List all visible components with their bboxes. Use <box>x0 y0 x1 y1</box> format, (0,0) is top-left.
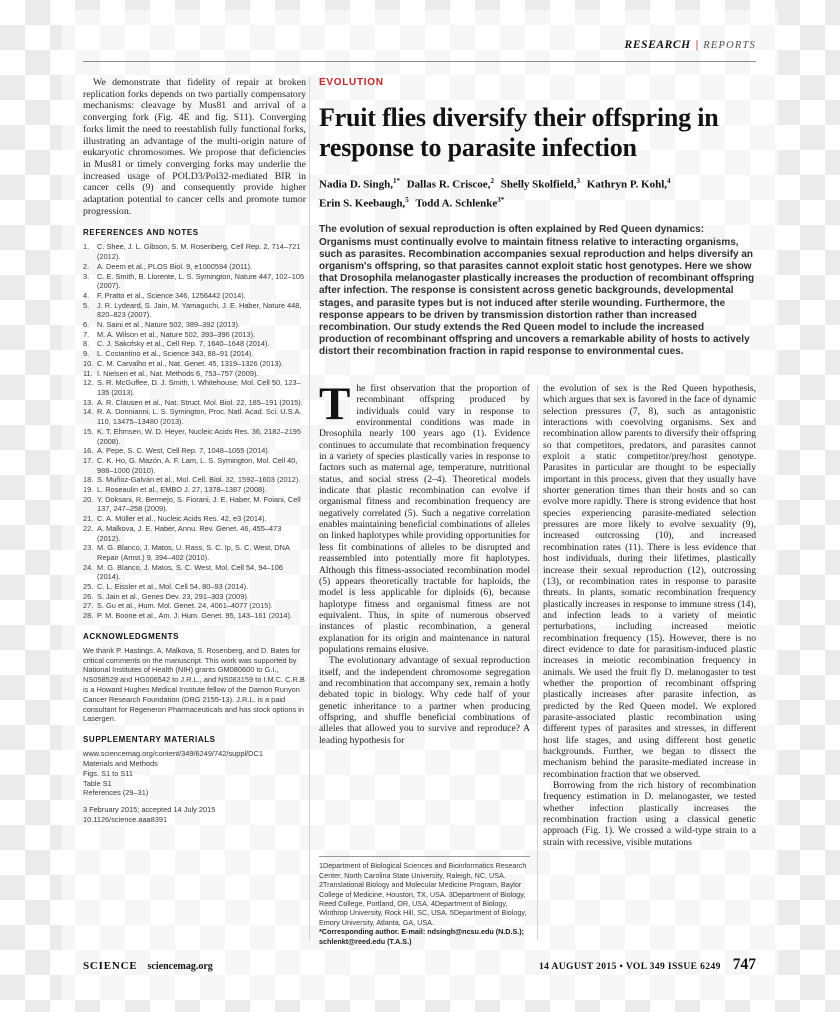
reference-number: 28. <box>83 611 94 621</box>
reference-item <box>83 349 306 359</box>
running-head <box>83 39 756 51</box>
title-line-2: response to parasite infection <box>319 133 637 162</box>
reference-number: 6. <box>83 320 90 330</box>
reference-item <box>83 242 306 261</box>
reference-number: 24. <box>83 562 94 572</box>
reference-text: S. Gu et al., Hum. Mol. Genet. 24, 4061–4077 (2015). <box>97 601 273 611</box>
reference-text: A. Pepe, S. C. West, Cell Rep. 7, 1048–1055 (2014). <box>97 446 270 456</box>
references-list <box>83 242 306 620</box>
reference-number: 5. <box>83 300 90 310</box>
reference-item <box>83 601 306 611</box>
supplementary-line: References (29–31) <box>83 788 149 798</box>
reference-number: 9. <box>83 349 90 359</box>
reference-number: 16. <box>83 446 94 456</box>
reference-item <box>83 582 306 592</box>
supplementary-line: www.sciencemag.org/content/349/6249/742/suppl/DC1 <box>83 749 263 759</box>
reference-number: 18. <box>83 475 94 485</box>
author-list <box>319 174 757 211</box>
title-line-1: Fruit flies diversify their offspring in <box>319 103 719 132</box>
reference-number: 23. <box>83 543 94 553</box>
reference-number: 19. <box>83 485 94 495</box>
reference-item <box>83 359 306 369</box>
reference-text: M. A. Wilson et al., Nature 502, 393–396 (2013). <box>97 329 256 339</box>
reference-text: C. L. Eissler et al., Mol. Cell 54, 80–93 (2014). <box>97 582 249 592</box>
reference-number: 10. <box>83 358 94 368</box>
reference-text: C. E. Smith, B. Llorente, L. S. Symington, Nature 447, 102–105 (2007). <box>97 271 305 291</box>
submission-dates <box>83 805 306 825</box>
reference-text: N. Saini et al., Nature 502, 389–392 (2013). <box>97 320 240 330</box>
paragraph: Borrowing from the rich history of recombination frequency estimation in D. melanogaster, we tested whether infection plastically increases the recombination fraction using a classical genetic approach (Fig. 1). We crossed a wild-type strain to a strain with recessive, visible mutations <box>543 780 756 848</box>
author-affiliation-mark: 1* <box>392 177 400 185</box>
reference-item <box>83 427 306 446</box>
references-heading: REFERENCES AND NOTES <box>83 228 199 238</box>
author-affiliation-mark: 4 <box>667 177 671 185</box>
acknowledgments-heading: ACKNOWLEDGMENTS <box>83 631 180 641</box>
reference-item <box>83 475 306 485</box>
reference-text: C. A. Müller et al., Nucleic Acids Res. 42, e3 (2014). <box>97 514 267 524</box>
paragraph-text: he first observation that the proportion of recombinant offspring produced by individuals could vary in response to environmental conditions was made in Drosophila nearly 100 years ago (1). Evidence continues to accumulate that recombination frequency in a variety of species plastically varies in response to factors such as maternal age, temperature, nutritional status, and social stress (2–4). Theoretical models indicate that plastic recombination can evolve if organismal fitness and recombination frequency are negatively correlated (5). Such a negative correlation enables maintaining beneficial combinations of alleles on linked haplotypes while providing opportunities for less fit combinations of alleles to be disrupted and reassembled into potentially more fit haplotypes. Although this fitness-associated recombination model (5) appears theoretically tractable for haploids, the model is less applicable for diploids (6), because haplotype fitness and organismal fitness are not equivalent. Thus, in spite of numerous observed instances of plastic recombination, a general explanation for its origin and maintenance in natural populations remains elusive. <box>319 383 530 655</box>
reference-number: 13. <box>83 397 94 407</box>
author <box>407 174 494 193</box>
author-affiliation-mark: 3* <box>497 195 505 204</box>
author-affiliation-mark: 5 <box>405 195 409 204</box>
reference-text: L. Roseaulin et al., EMBO J. 27, 1378–1387 (2008). <box>97 485 267 495</box>
reference-text: C. K. Ho, G. Mazón, A. F. Lam, L. S. Symington, Mol. Cell 40, 988–1000 (2010). <box>97 455 298 475</box>
reference-number: 4. <box>83 290 90 300</box>
reference-text: L. Costantino et al., Science 343, 88–91 (2014). <box>97 349 254 359</box>
author-name: Todd A. Schlenke <box>415 197 498 210</box>
page-number: 747 <box>732 956 756 973</box>
reference-text: M. G. Blanco, J. Matos, S. C. West, Mol. Cell 54, 94–106 (2014). <box>97 562 283 582</box>
author-name: Dallas R. Criscoe, <box>406 178 491 191</box>
reference-number: 20. <box>83 494 94 504</box>
footer-right <box>539 956 756 974</box>
previous-article-conclusion: We demonstrate that fidelity of repair at broken replication forks depends on two partially compensatory mechanisms: cleavage by Mus81 and arrival of a converging fork (Fig. 4E and fig. S11). Converging forks limit the need to reestablish fully functional forks, illustrating an advantage of the multi-origin nature of eukaryotic chromosomes. We propose that deficiencies in Mus81 or timely converging forks may underlie the increased usage of POLD3/Pol32-mediated BIR in cancer cells (9) and consequently provide higher adaptation potential to cancer cells and promote tumor progression. <box>83 77 306 217</box>
footnote-block <box>319 856 530 946</box>
reference-item <box>83 378 306 397</box>
reference-item <box>83 592 306 602</box>
author-name: Erin S. Keebaugh, <box>319 197 406 210</box>
reference-text: A. Deem et al., PLOS Biol. 9, e1000594 (2011). <box>97 261 253 271</box>
reference-number: 26. <box>83 591 94 601</box>
reference-item <box>83 446 306 456</box>
reference-item <box>83 272 306 291</box>
reference-item <box>83 514 306 524</box>
reference-item <box>83 495 306 514</box>
reference-number: 12. <box>83 378 94 388</box>
reference-text: A. Malkova, J. E. Haber, Annu. Rev. Genet. 46, 455–473 (2012). <box>97 523 282 543</box>
acknowledgments-text: We thank P. Hastings, A. Malkova, S. Rosenberg, and D. Bates for critical comments on the manuscript. This work was supported by National Institutes of Health (NIH) grants GM080600 to G.I., NS058529 and HG006542 to J.R.L., and NS083159 to I.M.C. C.R.B is a Howard Hughes Medical Institute fellow of the Damon Runyon Cancer Research Foundation (DRG 2155-13). J.R.L. is a paid consultant for Regeneron Pharmaceuticals and has stock options in Lasergen. <box>83 645 305 724</box>
reference-item <box>83 485 306 495</box>
reference-text: R. A. Donnianni, L. S. Symington, Proc. Natl. Acad. Sci. U.S.A. 110, 13475–13480 (2013). <box>97 407 302 427</box>
reference-number: 1. <box>83 242 90 252</box>
paragraph: the evolution of sex is the Red Queen hypothesis, which argues that sex is favored in the face of dynamic selection pressures (7, 8), such as antagonistic interactions with coevolving organisms. Sex and recombination allow parents to diversify their offspring so that competitors, predators, and parasites cannot exploit a static competitor/prey/host genotype. Parasites in particular are thought to be especially important in this process, given that they usually have shorter generation times than their hosts and so can evolve more rapidly. There is strong evidence that host species experiencing parasite-mediated selection pressures are more likely to evolve sexuality (9), increased outcrossing (10), and increased recombination rates (11). There is less evidence that host individuals, during their lifetimes, plastically increase their sexual reproduction (12), outcrossing (13), or recombination rates in response to parasite threats. In plants, somatic recombination frequency plastically increases in response to immune stress (14), and infection leads to a variety of meiotic perturbations, including increased meiotic recombination frequency (15). However, there is no direct evidence to date for parasitism-induced plastic increases in meiotic recombination frequency in animals. We used the fruit fly D. melanogaster to test whether the proportion of recombinant offspring plastically increases after parasite infection, as predicted by the Red Queen model. We explored parasite-associated plastic recombination using different types of parasites and stresses, in different host life stages, and using different host genetic backgrounds. Further, we began to dissect the mechanism behind the parasite-mediated increase in recombination fraction that we observed. <box>543 383 756 780</box>
article-title <box>319 103 757 163</box>
body-column-1 <box>319 378 530 946</box>
author <box>501 174 580 193</box>
reference-item <box>83 398 306 408</box>
author-affiliation-mark: 3 <box>576 177 580 185</box>
reference-number: 25. <box>83 582 94 592</box>
reference-number: 22. <box>83 523 94 533</box>
left-column <box>83 77 306 825</box>
author <box>319 193 409 212</box>
reference-item <box>83 301 306 320</box>
journal-website: sciencemag.org <box>147 961 213 972</box>
article-header <box>319 77 757 359</box>
author <box>319 174 400 193</box>
reference-text: S. Jain et al., Genes Dev. 23, 291–303 (2009). <box>97 591 249 601</box>
reference-number: 14. <box>83 407 94 417</box>
reference-text: C. J. Sakofsky et al., Cell Rep. 7, 1640–1648 (2014). <box>97 339 270 349</box>
author-affiliation-mark: 2 <box>490 177 494 185</box>
reference-item <box>83 330 306 340</box>
doi-line: 10.1126/science.aaa8391 <box>83 815 168 825</box>
reference-item <box>83 407 306 426</box>
reference-text: S. Muñoz-Galván et al., Mol. Cell. Biol. 32, 1592–1603 (2012). <box>97 475 301 485</box>
footer-left <box>83 956 213 974</box>
reference-number: 27. <box>83 601 94 611</box>
section-kicker: EVOLUTION <box>319 77 384 88</box>
reference-item <box>83 543 306 562</box>
header-rule <box>83 61 756 62</box>
reference-item <box>83 524 306 543</box>
reference-number: 17. <box>83 455 94 465</box>
supplementary-heading: SUPPLEMENTARY MATERIALS <box>83 735 216 745</box>
supplementary-line: Figs. S1 to S11 <box>83 768 133 778</box>
reference-item <box>83 339 306 349</box>
reference-item <box>83 369 306 379</box>
body-text-column-1 <box>319 378 530 746</box>
reference-number: 21. <box>83 514 94 524</box>
column-divider-right <box>537 385 538 940</box>
reference-text: M. G. Blanco, J. Matos, U. Rass, S. C. Ip, S. C. West, DNA Repair (Amst.) 9, 394–402 (2010). <box>97 543 290 562</box>
reference-text: A. R. Clausen et al., Nat. Struct. Mol. Biol. 22, 185–191 (2015). <box>97 397 303 407</box>
abstract: The evolution of sexual reproduction is often explained by Red Queen dynamics: Organisms must continually evolve to maintain fitness relative to interacting organisms, such as parasites. Recombination accompanies sexual reproduction and helps diversify an organism's offspring, so that parasites cannot exploit static host genotypes. Here we show that Drosophila melanogaster plastically increases the production of recombinant offspring after infection. The response is consistent across genetic backgrounds, developmental stages, and parasite types but is not induced after sterile wounding. Furthermore, the response appears to be driven by transmission distortion rather than increased recombination. Our study extends the Red Queen model to include the increased production of recombinant offspring and uncovers a remarkable ability of hosts to actively distort their recombination fraction in rapid response to environmental cues. <box>319 224 755 358</box>
corresponding-author-text: *Corresponding author. E-mail: ndsingh@ncsu.edu (N.D.S.); schlenkt@reed.edu (T.A.S.) <box>319 927 525 946</box>
supplementary-line: Table S1 <box>83 778 112 788</box>
supplementary-list <box>83 749 306 798</box>
supplementary-line: Materials and Methods <box>83 759 158 769</box>
reference-text: J. R. Lydeard, S. Jain, M. Yamaguchi, J. E. Haber, Nature 448, 820–823 (2007). <box>97 300 302 320</box>
reference-text: F. Pratto et al., Science 346, 1256442 (2014). <box>97 290 246 300</box>
column-divider-left <box>309 77 310 940</box>
reference-number: 3. <box>83 271 90 281</box>
reference-number: 2. <box>83 261 90 271</box>
reference-text: P. M. Boone et al., Am. J. Hum. Genet. 95, 143–161 (2014). <box>97 611 293 621</box>
author-name: Nadia D. Singh, <box>319 178 393 191</box>
paragraph <box>319 378 530 655</box>
reference-item <box>83 611 306 621</box>
reference-item <box>83 456 306 475</box>
reference-text: S. R. McGuffee, D. J. Smith, I. Whitehouse, Mol. Cell 50, 123–135 (2013). <box>97 378 301 397</box>
reference-item <box>83 262 306 272</box>
reference-text: K. T. Ehmsen, W. D. Heyer, Nucleic Acids Res. 36, 2182–2195 (2008). <box>97 426 302 446</box>
author <box>587 174 671 193</box>
paragraph: The evolutionary advantage of sexual reproduction itself, and the independent chromosome segregation and recombination that accompany sex, remain a hotly debated topic in biology. Why cede half of your genetic inheritance to a partner when producing offspring, and shuffle beneficial combinations of alleles that allowed you to survive and reproduce? A leading hypothesis for <box>319 655 530 746</box>
reference-item <box>83 563 306 582</box>
author <box>415 193 504 212</box>
issue-info: 14 AUGUST 2015 • VOL 349 ISSUE 6249 <box>538 962 721 972</box>
reference-number: 7. <box>83 329 90 339</box>
journal-name: SCIENCE <box>83 960 138 972</box>
reports-label: REPORTS <box>703 40 756 51</box>
reference-text: Y. Doksani, R. Bermejo, S. Fiorani, J. E. Haber, M. Foiani, Cell 137, 247–258 (2009). <box>97 494 301 514</box>
research-label: RESEARCH <box>624 39 691 51</box>
page-footer <box>83 956 756 974</box>
reference-number: 15. <box>83 426 94 436</box>
body-column-2 <box>543 383 756 848</box>
author-name: Kathryn P. Kohl, <box>586 178 668 191</box>
reference-item <box>83 291 306 301</box>
header-divider: | <box>695 39 699 51</box>
reference-text: C. M. Carvalho et al., Nat. Genet. 45, 1319–1326 (2013). <box>97 358 284 368</box>
reference-number: 8. <box>83 339 90 349</box>
drop-cap: T <box>319 378 351 430</box>
affiliations-text: 1Department of Biological Sciences and Bioinformatics Research Center, North Carolina State University, Raleigh, NC, USA. 2Translational Biology and Molecular Medicine Program, Baylor College of Medicine, Houston, TX, USA. 3Department of Biology, Reed College, Portland, OR, USA. 4Department of Biology, Winthrop University, Rock Hill, SC, USA. 5Department of Biology, Emory University, Atlanta, GA, USA. <box>319 861 527 927</box>
body-text-column-2 <box>543 383 756 848</box>
author-name: Shelly Skolfield, <box>500 178 577 191</box>
reference-text: C. Shee, J. L. Gibson, S. M. Rosenberg, Cell Rep. 2, 714–721 (2012). <box>97 242 301 262</box>
reference-text: I. Nielsen et al., Nat. Methods 6, 753–757 (2009). <box>97 368 259 378</box>
received-accepted-line: 3 February 2015; accepted 14 July 2015 <box>83 805 216 815</box>
reference-item <box>83 320 306 330</box>
reference-number: 11. <box>83 368 93 378</box>
